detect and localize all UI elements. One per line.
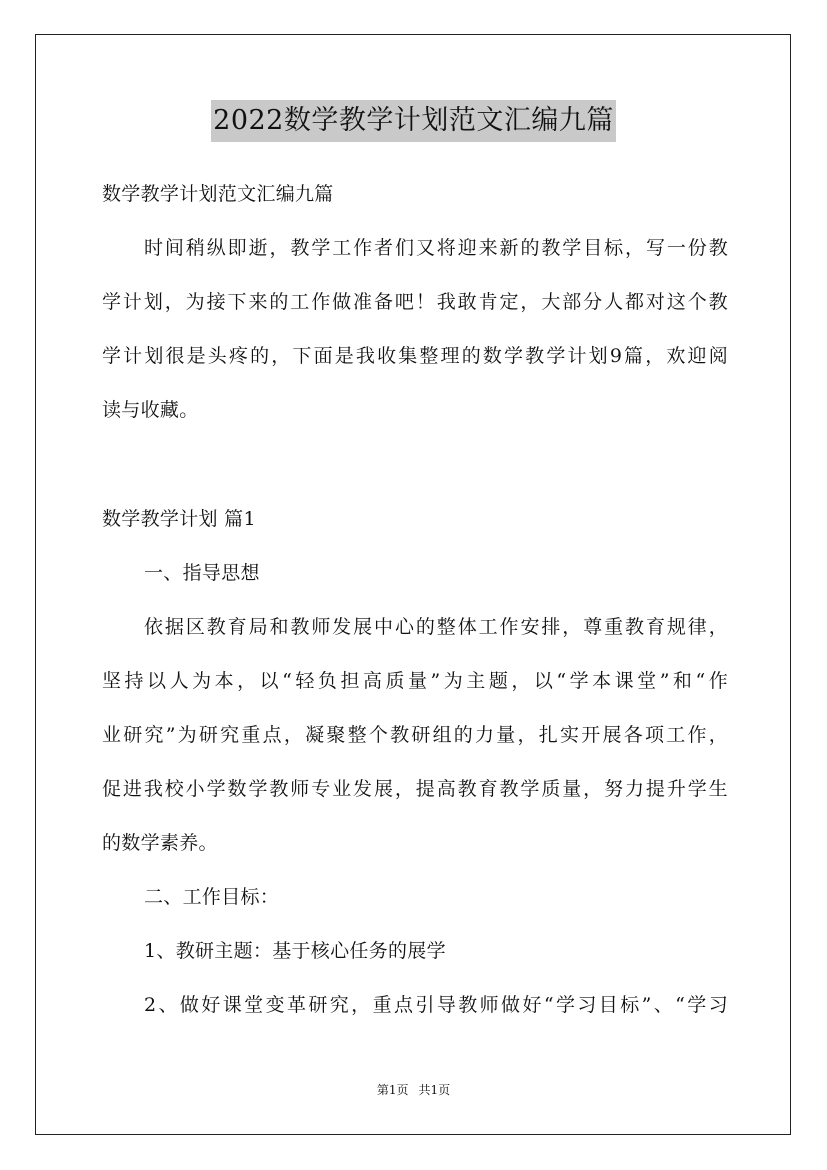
total-pages-label: 共1页 bbox=[418, 1083, 451, 1097]
document-title: 2022数学教学计划范文汇编九篇 bbox=[211, 100, 616, 142]
title-container bbox=[0, 100, 827, 142]
list-item-2: 2、做好课堂变革研究，重点引导教师做好“学习目标”、“学习 bbox=[144, 994, 728, 1016]
section-heading: 数学教学计划 篇1 bbox=[102, 508, 256, 530]
intro-line-3: 学计划很是头疼的，下面是我收集整理的数学教学计划9篇，欢迎阅 bbox=[102, 345, 728, 367]
part2-heading: 二、工作目标： bbox=[144, 886, 280, 908]
document-subtitle: 数学教学计划范文汇编九篇 bbox=[102, 183, 334, 205]
part1-line-2: 坚持以人为本，以“轻负担高质量”为主题，以“学本课堂”和“作 bbox=[102, 670, 728, 692]
intro-line-4: 读与收藏。 bbox=[102, 399, 199, 421]
intro-line-2: 学计划，为接下来的工作做准备吧！我敢肯定，大部分人都对这个教 bbox=[102, 291, 728, 313]
list-item-1: 1、教研主题：基于核心任务的展学 bbox=[144, 940, 446, 962]
page-footer bbox=[0, 1082, 827, 1098]
part1-heading: 一、指导思想 bbox=[144, 562, 260, 584]
part1-line-4: 促进我校小学数学教师专业发展，提高教育教学质量，努力提升学生 bbox=[102, 778, 728, 800]
intro-line-1: 时间稍纵即逝，教学工作者们又将迎来新的教学目标，写一份教 bbox=[144, 237, 728, 259]
part1-line-5: 的数学素养。 bbox=[102, 832, 218, 854]
part1-line-3: 业研究”为研究重点，凝聚整个教研组的力量，扎实开展各项工作， bbox=[102, 724, 728, 746]
part1-line-1: 依据区教育局和教师发展中心的整体工作安排，尊重教育规律， bbox=[144, 616, 728, 638]
page-number-label: 第1页 bbox=[376, 1083, 409, 1097]
